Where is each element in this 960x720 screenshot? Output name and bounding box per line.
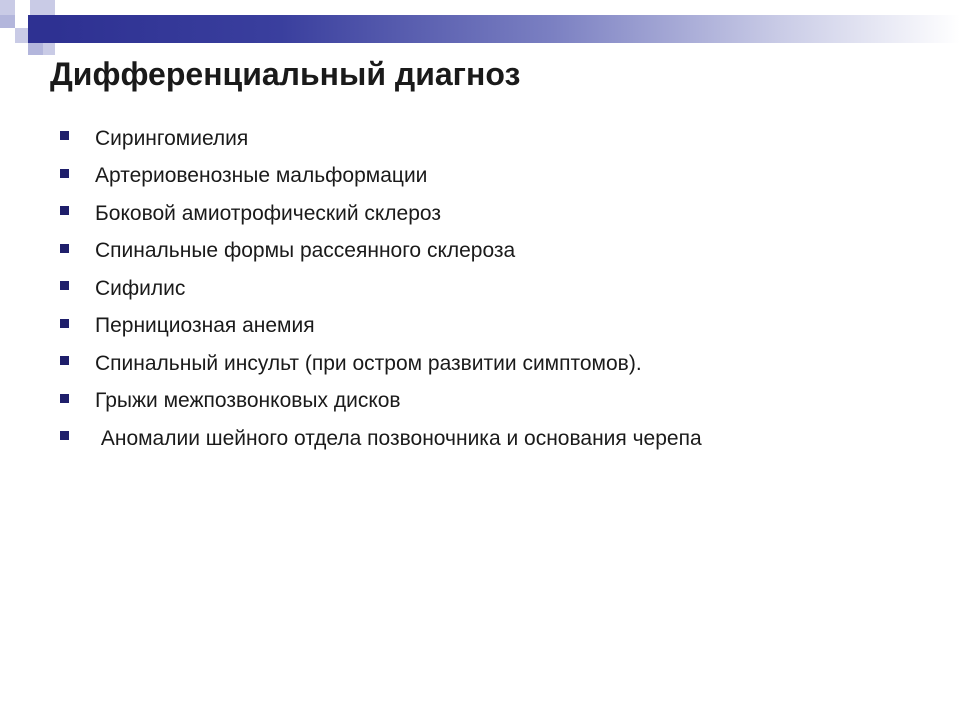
list-item bbox=[60, 420, 702, 458]
list-item bbox=[60, 158, 702, 196]
list-item-text: Сифилис bbox=[95, 276, 186, 300]
list-item bbox=[60, 120, 702, 158]
list-item bbox=[60, 195, 702, 233]
list-item-text: Спинальные формы рассеянного склероза bbox=[95, 239, 516, 263]
square-bullet-icon bbox=[60, 131, 69, 140]
decor-square bbox=[28, 15, 55, 43]
square-bullet-icon bbox=[60, 244, 69, 253]
square-bullet-icon bbox=[60, 394, 69, 403]
header-gradient-bar bbox=[55, 15, 960, 43]
list-item-text: Спинальный инсульт (при остром развитии симптомов). bbox=[95, 351, 642, 375]
decor-square bbox=[30, 0, 40, 15]
decor-square bbox=[15, 0, 30, 15]
decor-square bbox=[0, 15, 15, 28]
list-item bbox=[60, 270, 702, 308]
square-bullet-icon bbox=[60, 169, 69, 178]
list-item-text: Грыжи межпозвонковых дисков bbox=[95, 389, 401, 413]
square-bullet-icon bbox=[60, 356, 69, 365]
list-item bbox=[60, 233, 702, 271]
list-item bbox=[60, 345, 702, 383]
list-item bbox=[60, 308, 702, 346]
square-bullet-icon bbox=[60, 206, 69, 215]
decor-square bbox=[0, 0, 15, 15]
square-bullet-icon bbox=[60, 281, 69, 290]
square-bullet-icon bbox=[60, 431, 69, 440]
list-item-text: Сирингомиелия bbox=[95, 126, 249, 150]
list-item bbox=[60, 383, 702, 421]
list-item-text: Боковой амиотрофический склероз bbox=[95, 201, 441, 225]
list-item-text: Аномалии шейного отдела позвоночника и основания черепа bbox=[95, 426, 702, 450]
bullet-list bbox=[60, 120, 702, 458]
list-item-text: Пернициозная анемия bbox=[95, 314, 315, 338]
decor-square bbox=[15, 28, 28, 43]
slide-title: Дифференциальный диагноз bbox=[50, 56, 521, 92]
decor-square bbox=[40, 0, 55, 15]
decor-square bbox=[28, 43, 43, 55]
list-item-text: Артериовенозные мальформации bbox=[95, 164, 428, 188]
decor-square bbox=[15, 15, 28, 28]
decor-square bbox=[43, 43, 55, 55]
square-bullet-icon bbox=[60, 319, 69, 328]
